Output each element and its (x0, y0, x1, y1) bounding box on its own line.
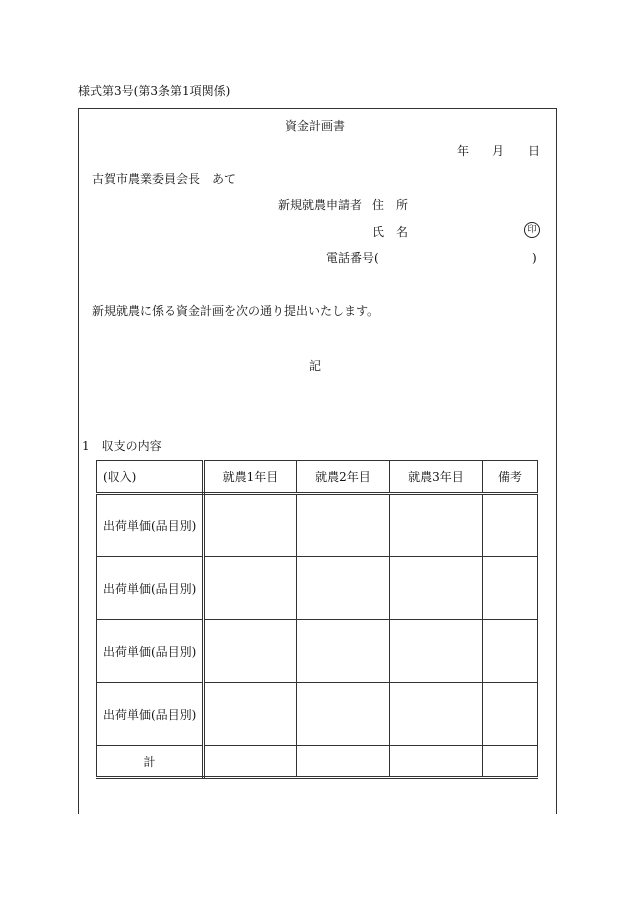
table-cell[interactable] (483, 746, 538, 778)
column-header: 就農1年目 (204, 461, 297, 494)
table-cell[interactable] (390, 683, 483, 746)
addressee: 古賀市農業委員会長 あて (92, 172, 237, 186)
table-row (97, 620, 538, 683)
section-heading: 1 収支の内容 (82, 439, 162, 453)
table-cell[interactable] (483, 494, 538, 557)
statement-text: 新規就農に係る資金計画を次の通り提出いたします。 (92, 304, 380, 318)
row-label: 出荷単価(品目別) (97, 683, 204, 746)
row-label: 出荷単価(品目別) (97, 494, 204, 557)
column-header: 備考 (483, 461, 538, 494)
address-label: 住 所 (372, 198, 409, 212)
table-cell[interactable] (390, 494, 483, 557)
table-row (97, 557, 538, 620)
table-cell[interactable] (297, 683, 390, 746)
total-row (97, 746, 538, 778)
column-header: (収入) (97, 461, 204, 494)
table-cell[interactable] (390, 557, 483, 620)
table-cell[interactable] (204, 494, 297, 557)
seal-mark: 印 (524, 222, 540, 238)
budget-table (96, 460, 538, 779)
table-row (97, 683, 538, 746)
form-number: 様式第3号(第3条第1項関係) (78, 84, 231, 98)
ki-heading: 記 (308, 359, 321, 373)
date-year: 年 (457, 144, 470, 158)
table-cell[interactable] (483, 683, 538, 746)
table-cell[interactable] (204, 557, 297, 620)
applicant-label: 新規就農申請者 (278, 198, 363, 212)
total-label: 計 (97, 746, 204, 778)
table-cell[interactable] (204, 620, 297, 683)
table-cell[interactable] (483, 620, 538, 683)
table-cell[interactable] (390, 620, 483, 683)
date-day: 日 (528, 144, 541, 158)
table-cell[interactable] (297, 494, 390, 557)
table-cell[interactable] (204, 746, 297, 778)
table-row (97, 494, 538, 557)
phone-label: 電話番号( (326, 251, 379, 265)
name-label: 氏 名 (372, 225, 409, 239)
table-cell[interactable] (297, 620, 390, 683)
table-cell[interactable] (297, 557, 390, 620)
column-header: 就農3年目 (390, 461, 483, 494)
table-cell[interactable] (390, 746, 483, 778)
phone-close-paren: ) (532, 251, 537, 265)
row-label: 出荷単価(品目別) (97, 620, 204, 683)
table-cell[interactable] (204, 683, 297, 746)
document-title: 資金計画書 (284, 119, 345, 133)
row-label: 出荷単価(品目別) (97, 557, 204, 620)
date-month: 月 (492, 144, 505, 158)
table-cell[interactable] (297, 746, 390, 778)
column-header: 就農2年目 (297, 461, 390, 494)
table-cell[interactable] (483, 557, 538, 620)
